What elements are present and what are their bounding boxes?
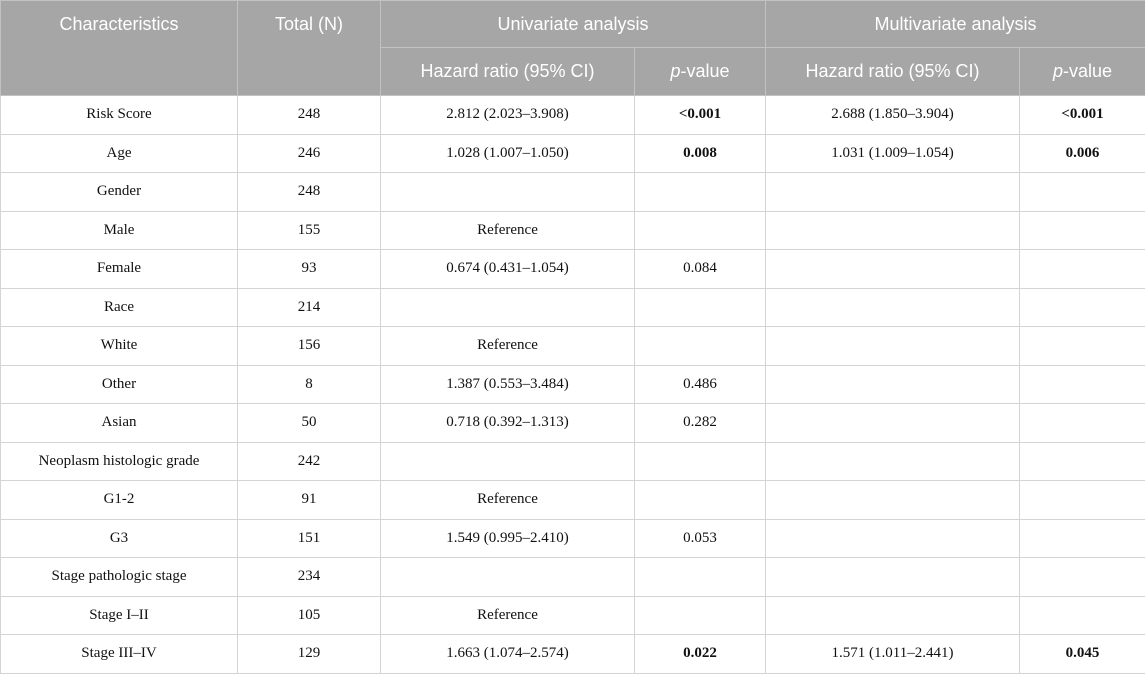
table-row <box>1 250 1145 289</box>
cell-hazard-ratio-univariate: 0.674 (0.431–1.054) <box>381 250 635 289</box>
cell-hazard-ratio-multivariate <box>766 365 1020 404</box>
cell-p-value-univariate <box>635 442 766 481</box>
cell-p-value-multivariate: <0.001 <box>1020 96 1145 135</box>
cell-characteristic: Risk Score <box>1 96 238 135</box>
cell-total: 214 <box>238 288 381 327</box>
header-univariate: Univariate analysis <box>381 1 766 48</box>
cell-total: 91 <box>238 481 381 520</box>
table-row <box>1 365 1145 404</box>
cell-total: 93 <box>238 250 381 289</box>
table-row <box>1 481 1145 520</box>
table-row <box>1 134 1145 173</box>
cell-p-value-multivariate <box>1020 596 1145 635</box>
cell-hazard-ratio-univariate: 1.028 (1.007–1.050) <box>381 134 635 173</box>
cell-p-value-multivariate <box>1020 211 1145 250</box>
cell-hazard-ratio-multivariate <box>766 173 1020 212</box>
cell-hazard-ratio-multivariate <box>766 481 1020 520</box>
table-header <box>1 1 1145 96</box>
header-total: Total (N) <box>238 1 381 96</box>
cell-total: 50 <box>238 404 381 443</box>
cell-p-value-univariate <box>635 211 766 250</box>
cell-characteristic: Age <box>1 134 238 173</box>
cell-hazard-ratio-multivariate: 1.031 (1.009–1.054) <box>766 134 1020 173</box>
cell-p-value-univariate: 0.282 <box>635 404 766 443</box>
cell-characteristic: Race <box>1 288 238 327</box>
header-hazard-ratio-univariate: Hazard ratio (95% CI) <box>381 48 635 96</box>
p-suffix: -value <box>1063 61 1112 81</box>
cell-p-value-multivariate <box>1020 288 1145 327</box>
cell-hazard-ratio-univariate: 1.549 (0.995–2.410) <box>381 519 635 558</box>
cell-hazard-ratio-multivariate <box>766 288 1020 327</box>
cell-hazard-ratio-univariate <box>381 173 635 212</box>
cell-p-value-multivariate: 0.006 <box>1020 134 1145 173</box>
cell-hazard-ratio-multivariate <box>766 442 1020 481</box>
table-row <box>1 404 1145 443</box>
cell-total: 151 <box>238 519 381 558</box>
cell-p-value-univariate <box>635 288 766 327</box>
table-row <box>1 442 1145 481</box>
cell-hazard-ratio-univariate <box>381 442 635 481</box>
p-italic: p <box>1053 61 1063 81</box>
p-suffix: -value <box>681 61 730 81</box>
cell-hazard-ratio-multivariate: 1.571 (1.011–2.441) <box>766 635 1020 674</box>
cell-characteristic: Neoplasm histologic grade <box>1 442 238 481</box>
table-row <box>1 519 1145 558</box>
cell-hazard-ratio-multivariate: 2.688 (1.850–3.904) <box>766 96 1020 135</box>
cell-hazard-ratio-univariate: Reference <box>381 596 635 635</box>
cell-characteristic: Gender <box>1 173 238 212</box>
cell-p-value-multivariate <box>1020 481 1145 520</box>
cell-hazard-ratio-univariate: Reference <box>381 327 635 366</box>
cell-characteristic: Asian <box>1 404 238 443</box>
table-row <box>1 558 1145 597</box>
header-characteristics: Characteristics <box>1 1 238 96</box>
cell-hazard-ratio-multivariate <box>766 327 1020 366</box>
table-row <box>1 288 1145 327</box>
cell-p-value-univariate <box>635 481 766 520</box>
header-p-value-multivariate <box>1020 48 1145 96</box>
cell-characteristic: G1-2 <box>1 481 238 520</box>
cell-hazard-ratio-univariate <box>381 288 635 327</box>
cell-p-value-univariate <box>635 327 766 366</box>
cell-p-value-univariate: 0.022 <box>635 635 766 674</box>
cell-hazard-ratio-univariate: Reference <box>381 481 635 520</box>
cell-hazard-ratio-univariate: 1.663 (1.074–2.574) <box>381 635 635 674</box>
cell-characteristic: Stage III–IV <box>1 635 238 674</box>
cell-total: 8 <box>238 365 381 404</box>
cell-p-value-univariate: 0.053 <box>635 519 766 558</box>
header-hazard-ratio-multivariate: Hazard ratio (95% CI) <box>766 48 1020 96</box>
table-row <box>1 596 1145 635</box>
cell-p-value-multivariate <box>1020 250 1145 289</box>
cell-hazard-ratio-univariate: Reference <box>381 211 635 250</box>
header-multivariate: Multivariate analysis <box>766 1 1145 48</box>
cell-hazard-ratio-univariate <box>381 558 635 597</box>
table-row <box>1 96 1145 135</box>
cell-hazard-ratio-univariate: 1.387 (0.553–3.484) <box>381 365 635 404</box>
cell-hazard-ratio-univariate: 0.718 (0.392–1.313) <box>381 404 635 443</box>
cell-total: 156 <box>238 327 381 366</box>
cell-p-value-univariate <box>635 173 766 212</box>
table-row <box>1 173 1145 212</box>
cell-hazard-ratio-multivariate <box>766 519 1020 558</box>
cell-characteristic: White <box>1 327 238 366</box>
cell-p-value-multivariate <box>1020 173 1145 212</box>
cell-p-value-univariate: <0.001 <box>635 96 766 135</box>
cell-total: 234 <box>238 558 381 597</box>
cell-p-value-univariate <box>635 596 766 635</box>
cell-hazard-ratio-multivariate <box>766 558 1020 597</box>
cell-p-value-multivariate <box>1020 558 1145 597</box>
cell-characteristic: Stage I–II <box>1 596 238 635</box>
header-p-value-univariate <box>635 48 766 96</box>
cell-characteristic: Female <box>1 250 238 289</box>
cell-p-value-multivariate <box>1020 442 1145 481</box>
cell-p-value-univariate: 0.008 <box>635 134 766 173</box>
cell-total: 246 <box>238 134 381 173</box>
cell-p-value-multivariate <box>1020 327 1145 366</box>
cell-p-value-univariate <box>635 558 766 597</box>
cell-p-value-univariate: 0.486 <box>635 365 766 404</box>
table-row <box>1 327 1145 366</box>
cell-characteristic: Other <box>1 365 238 404</box>
table-row <box>1 211 1145 250</box>
cell-characteristic: Stage pathologic stage <box>1 558 238 597</box>
cell-hazard-ratio-multivariate <box>766 211 1020 250</box>
cell-total: 105 <box>238 596 381 635</box>
cell-hazard-ratio-multivariate <box>766 596 1020 635</box>
cell-total: 242 <box>238 442 381 481</box>
cell-p-value-multivariate: 0.045 <box>1020 635 1145 674</box>
cell-p-value-multivariate <box>1020 519 1145 558</box>
cell-p-value-multivariate <box>1020 365 1145 404</box>
cell-characteristic: Male <box>1 211 238 250</box>
cell-p-value-multivariate <box>1020 404 1145 443</box>
table-body <box>1 96 1145 674</box>
cell-hazard-ratio-multivariate <box>766 250 1020 289</box>
cell-total: 155 <box>238 211 381 250</box>
p-italic: p <box>670 61 680 81</box>
cell-total: 248 <box>238 173 381 212</box>
cell-characteristic: G3 <box>1 519 238 558</box>
cell-hazard-ratio-univariate: 2.812 (2.023–3.908) <box>381 96 635 135</box>
table-row <box>1 635 1145 674</box>
cell-total: 129 <box>238 635 381 674</box>
cell-p-value-univariate: 0.084 <box>635 250 766 289</box>
cell-hazard-ratio-multivariate <box>766 404 1020 443</box>
cell-total: 248 <box>238 96 381 135</box>
